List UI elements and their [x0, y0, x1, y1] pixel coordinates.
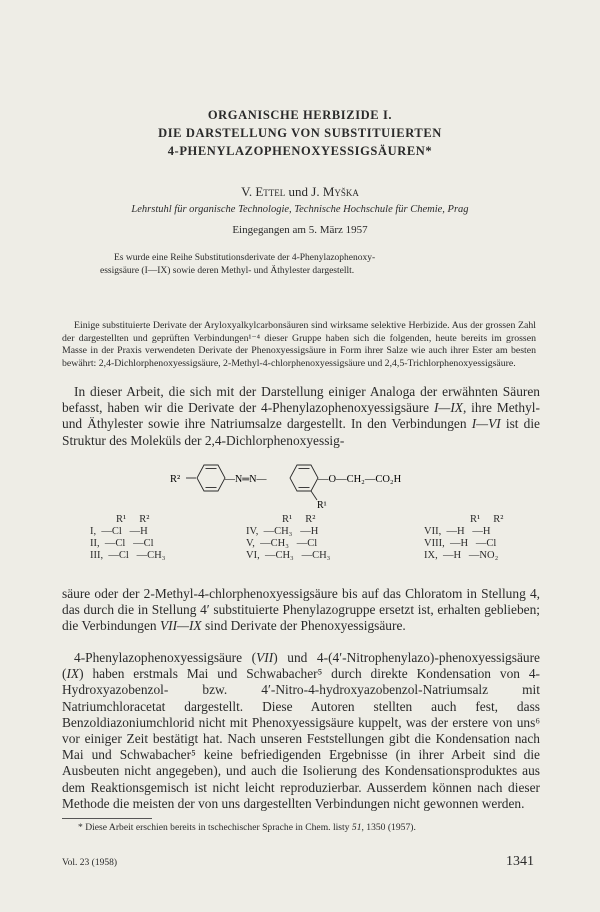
table-row: III, —Cl —CH₃: [90, 550, 166, 561]
para1-text-3: ist die Struktur des Moleküls der 2,4-Dichlorphenoxyessig-: [62, 416, 540, 448]
structural-formula: [170, 462, 460, 512]
benzene-ring-right: [290, 465, 318, 500]
para2-italic-1: VII—IX: [159, 618, 202, 634]
formula-side-chain: —O—CH₂—CO₂H: [318, 474, 402, 485]
para3-text-3: ) haben erstmals Mai und Schwabacher⁵ durch direkte Kondensation von 4-Hydroxyazobenzol- bzw. 4′-Nitro-4-hydroxyazobenzol-Natriumsalz mit Natriumchloracetat dargestellt. Diese Autoren stellten auch fest, dass Benzoldiazoniumchlorid nicht mit Phenoxyessigsäure kuppelt, was der erstere von uns⁶ vor einiger Zeit bestätigt hat. Nach unseren Feststellungen gibt die Kondensation nach Mai und Schwabacher⁵ keine befriedigenden Ergebnisse (in ihrer Arbeit sind die Ausbeuten nicht angegeben), und auch die Isolierung des Kondensationsproduktes aus dem Reaktionsgemisch ist nicht leicht reproduzierbar. Ausserdem können nach dieser Methode die meisten der von uns dargestellten Verbindungen nicht gewonnen werden.: [62, 666, 540, 811]
author-connector: und: [288, 184, 309, 199]
table-row: IV, —CH₃ —H: [246, 526, 319, 537]
para3-text-1: 4-Phenylazophenoxyessigsäure (: [74, 650, 257, 665]
footnote-text-2: , 1350 (1957).: [361, 822, 416, 833]
author-2: J. Myška: [311, 184, 359, 199]
abstract-line-2: essigsäure (I—IX) sowie deren Methyl- und Äthylester dargestellt.: [100, 266, 355, 276]
received-date: Eingegangen am 5. März 1957: [232, 224, 368, 236]
benzene-ring-left: [197, 465, 225, 491]
para2-text-2: sind Derivate der Phenoxyessigsäure.: [201, 618, 406, 634]
table-row: VIII, —H —Cl: [424, 538, 497, 549]
para1-italic-1: I—IX: [433, 400, 463, 416]
page-number: 1341: [506, 854, 534, 869]
formula-r1-label: R¹: [317, 500, 327, 511]
table-row: IX, —H —NO₂: [424, 550, 499, 561]
table-row: V, —CH₃ —Cl: [246, 538, 318, 549]
table-column-3: [424, 514, 503, 562]
formula-r2-label: R²: [170, 474, 181, 485]
paragraph-2: [62, 586, 540, 635]
footnote-divider: [62, 818, 152, 819]
abstract: [100, 252, 500, 278]
abstract-line-1: Es wurde eine Reihe Substitutionsderivate der 4-Phenylazophenoxy-: [114, 253, 376, 263]
table-column-1: [90, 514, 165, 562]
table-row: I, —Cl —H: [90, 526, 148, 537]
para3-text-2: ) und 4-(4′-Nitrophenylazo)-phenoxyessigsäure (: [62, 650, 540, 682]
para3-italic-1: VII: [256, 650, 274, 665]
title-line-2: DIE DARSTELLUNG VON SUBSTITUIERTEN: [158, 126, 442, 140]
title-line-3: 4-PHENYLAZOPHENOXYESSIGSÄUREN*: [167, 144, 433, 158]
author-1: V. Ettel: [241, 184, 286, 199]
footnote: [78, 822, 548, 833]
paragraph-1: [62, 384, 540, 449]
table-header-3: R¹ R²: [470, 514, 504, 525]
para1-italic-2: I—VI: [471, 416, 501, 432]
para1-text-2: , ihre Methyl- und Äthylester sowie ihre Natriumsalze dargestellt. In den Verbindungen: [62, 400, 540, 432]
footnote-italic: 51: [351, 822, 362, 833]
para1-text-1: In dieser Arbeit, die sich mit der Darstellung einiger Analoga der erwähnten Säuren befasst, haben wir die Derivate der 4-Phenylazophenoxyessigsäure: [62, 384, 540, 416]
formula-azo-group: —N═N—: [225, 474, 267, 485]
authors: [0, 184, 600, 200]
volume-label: Vol. 23 (1958): [62, 858, 117, 868]
paragraph-3: [62, 650, 540, 812]
para3-italic-2: IX: [66, 666, 80, 682]
title-line-1: ORGANISCHE HERBIZIDE I.: [207, 108, 393, 122]
intro-paragraph: Einige substituierte Derivate der Aryloxyalkylcarbonsäuren sind wirksame selektive Herbizide. Aus der grossen Zahl der dargestellten und geprüften Verbindungen¹⁻⁴ dieser Gruppe haben sich die folgenden, heute bereits im grossen Masse in der Praxis verwendeten Derivate der Phenoxyessigsäure in Form ihrer Salze wie auch ihrer Ester am besten bewährt: 2,4-Dichlorphenoxyessigsäure, 2-Methyl-4-chlorphenoxyessigsäure und 2,4,5-Trichlorphenoxyessigsäure.: [62, 320, 536, 369]
para2-text-1: säure oder der 2-Methyl-4-chlorphenoxyessigsäure bis auf das Chloratom in Stellung 4, das durch die in Stellung 4′ substituierte Phenylazogruppe ersetzt ist, erhalten geblieben; die Verbindungen: [62, 586, 540, 634]
affiliation: Lehrstuhl für organische Technologie, Technische Hochschule für Chemie, Prag: [131, 204, 469, 215]
table-row: VII, —H —H: [424, 526, 491, 537]
table-header-1: R¹ R²: [116, 514, 150, 525]
table-column-2: [246, 514, 330, 562]
table-row: II, —Cl —Cl: [90, 538, 154, 549]
footnote-text-1: * Diese Arbeit erschien bereits in tschechischer Sprache in Chem. listy: [78, 822, 352, 833]
table-row: VI, —CH₃ —CH₃: [246, 550, 331, 561]
table-header-2: R¹ R²: [282, 514, 316, 525]
